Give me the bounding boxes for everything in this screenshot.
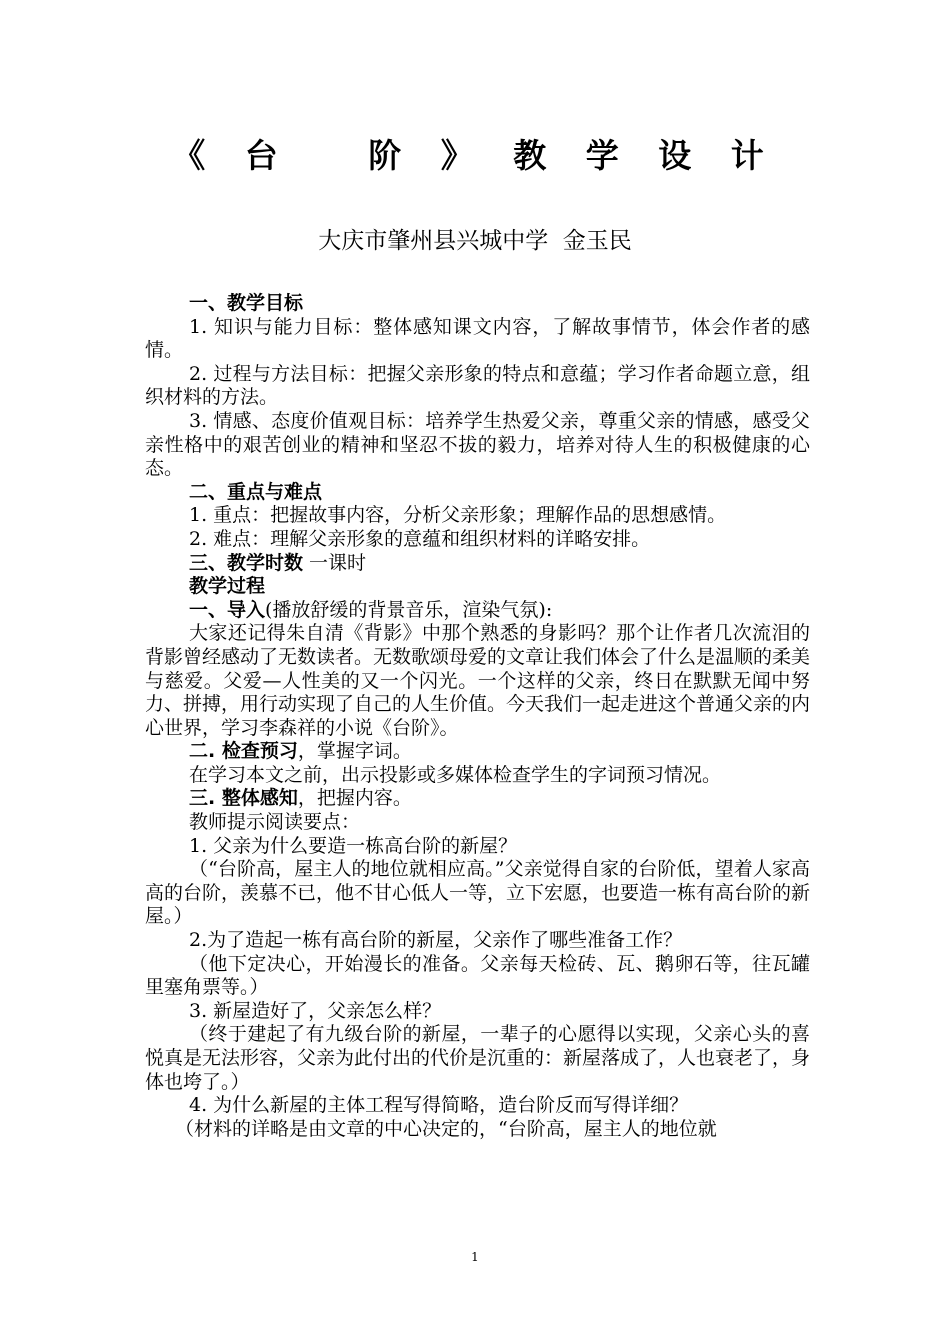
question-3: 3. 新屋造好了，父亲怎么样？ [189,999,442,1022]
step-preview-note: ，掌握字词。 [297,740,412,763]
page-number: 1 [471,1250,479,1264]
step-intro-heading: 一、导入 [189,598,266,621]
answer-2: （他下定决心，开始漫长的准备。父亲每天检砖、瓦、鹅卵石等，往瓦罐里塞角票等。） [145,952,810,999]
reading-tips-intro: 教师提示阅读要点： [189,811,361,834]
step-intro-note: (播放舒缓的背景音乐，渲染气氛): [265,598,553,621]
hours-value: 一课时 [303,551,367,574]
question-2: 2.为了造起一栋有高台阶的新屋，父亲作了哪些准备工作？ [189,929,683,952]
answer-4: （材料的详略是由文章的中心决定的，“台阶高，屋主人的地位就 [175,1117,717,1140]
section-heading-key-points: 二、重点与难点 [189,480,323,503]
answer-3: （终于建起了有九级台阶的新屋，一辈子的心愿得以实现，父亲心头的喜悦真是无法形容，父亲为此付出的代价是沉重的：新屋落成了，人也衰老了，身体也垮了。） [145,1023,811,1093]
goal-item-2: 2. 过程与方法目标：把握父亲形象的特点和意蕴；学习作者命题立意，组织材料的方法。 [145,362,810,409]
goal-item-1: 1. 知识与能力目标：整体感知课文内容，了解故事情节，体会作者的感情。 [145,315,810,362]
step-overview-line [145,787,810,811]
step-intro-text: 大家还记得朱自清《背影》中那个熟悉的身影吗？那个让作者几次流泪的背影曾经感动了无数读者。无数歌颂母爱的文章让我们体会了什么是温顺的柔美与慈爱。父爱—人性美的又一个闪光。一个这样的父亲，终日在默默无闻中努力、拼搏，用行动实现了自己的人生价值。今天我们一起走进这个普通父亲的内心世界，学习李森祥的小说《台阶》。 [145,622,811,739]
step-intro-line [145,599,810,623]
author-line: 大庆市肇州县兴城中学 金玉民 [318,228,632,254]
key-point-item-2: 2. 难点：理解父亲形象的意蕴和组织材料的详略安排。 [189,527,651,550]
answer-1: （“台阶高，屋主人的地位就相应高。”父亲觉得自家的台阶低，望着人家高高的台阶，羡慕不已，他不甘心低人一等，立下宏愿，也要造一栋有高台阶的新屋。） [145,858,811,928]
step-preview-heading: 二. 检查预习 [189,740,298,763]
step-preview-text: 在学习本文之前，出示投影或多媒体检查学生的字词预习情况。 [189,763,722,786]
step-overview-note: ，把握内容。 [297,787,412,810]
question-4: 4. 为什么新屋的主体工程写得简略，造台阶反而写得详细？ [189,1094,689,1117]
question-1: 1. 父亲为什么要造一栋高台阶的新屋？ [189,834,518,857]
document-body [145,292,810,1141]
step-preview-line [145,740,810,764]
key-point-item-1: 1. 重点：把握故事内容，分析父亲形象；理解作品的思想感情。 [189,504,727,527]
section-heading-hours-line [145,552,810,576]
section-heading-goals: 一、教学目标 [189,292,304,314]
step-overview-heading: 三. 整体感知 [189,787,298,810]
process-heading: 教学过程 [189,575,266,598]
document-title: 《 台 阶 》 教 学 设 计 [172,136,778,175]
goal-item-3: 3. 情感、态度价值观目标：培养学生热爱父亲，尊重父亲的情感，感受父亲性格中的艰苦创业的精神和坚忍不拔的毅力，培养对待人生的积极健康的心态。 [145,409,810,480]
section-heading-hours: 三、教学时数 [189,551,304,574]
